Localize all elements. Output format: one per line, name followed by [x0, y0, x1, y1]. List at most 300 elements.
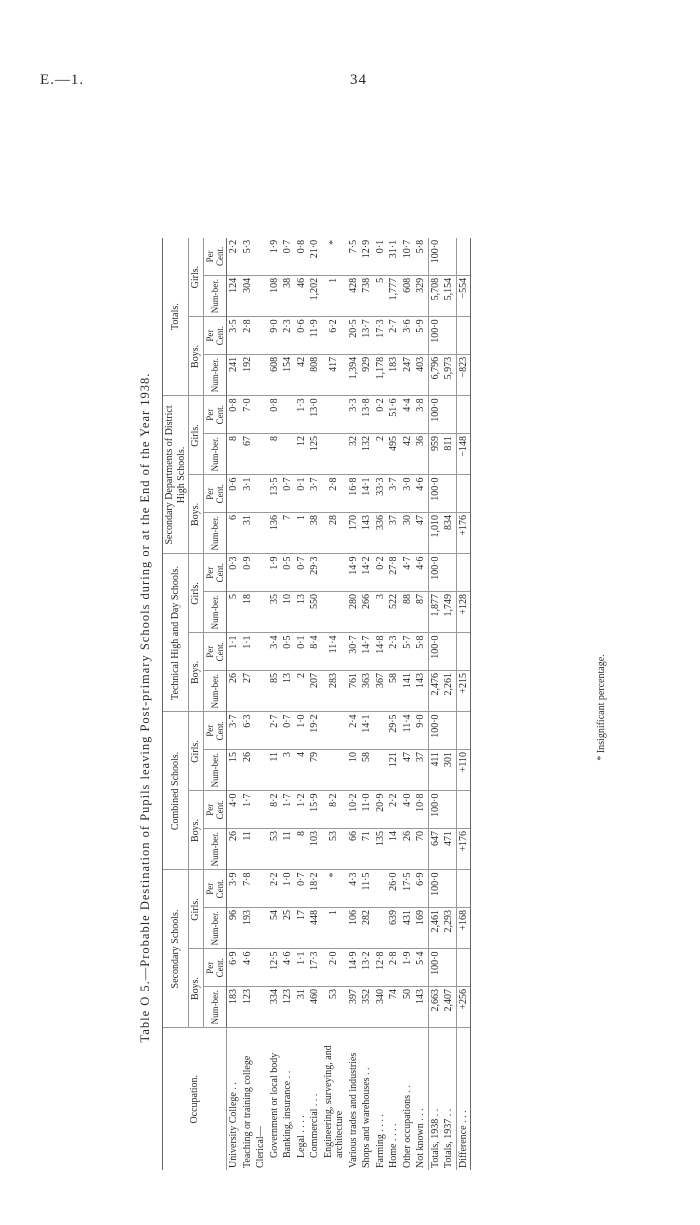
percent-cell: 3·7 [387, 475, 401, 513]
percent-cell: 5·8 [414, 238, 428, 276]
girls-header: Girls. [189, 238, 204, 317]
number-header: Num-ber. [203, 354, 227, 396]
number-cell: 1,777 [387, 275, 401, 317]
number-cell: 471 [442, 828, 456, 870]
occupation-cell: Other occupations . . [401, 1084, 413, 1168]
percent-cell: 100·0 [428, 870, 442, 908]
boys-header: Boys. [189, 317, 204, 396]
percent-cell: 1·9 [268, 238, 282, 276]
number-cell: 88 [401, 591, 415, 633]
number-cell: 6,796 [428, 354, 442, 396]
school-group-header: Secondary Schools. [163, 870, 189, 1028]
percent-cell: 29·5 [387, 712, 401, 750]
percent-cell: 7·0 [241, 396, 255, 434]
percent-cell: 3·4 [268, 633, 282, 671]
percent-cell: 1·7 [241, 791, 255, 829]
number-cell: 26 [241, 749, 255, 791]
percent-cell: 21·0 [308, 238, 322, 276]
number-cell: 46 [295, 275, 309, 317]
number-cell: 38 [281, 275, 295, 317]
percent-cell [254, 238, 268, 276]
number-cell: 495 [387, 433, 401, 475]
percent-cell [254, 633, 268, 671]
number-cell: +176 [456, 512, 471, 554]
footnote: * Insignificant percentage. [596, 654, 607, 761]
number-cell: 136 [268, 512, 282, 554]
number-cell: 14 [387, 828, 401, 870]
number-cell: 334 [268, 987, 282, 1029]
percent-cell: 0·7 [281, 475, 295, 513]
number-cell: 8 [227, 433, 241, 475]
number-cell: 367 [374, 670, 388, 712]
percent-cell [442, 949, 456, 987]
number-cell [322, 433, 347, 475]
number-cell: 7 [281, 512, 295, 554]
number-cell: 1,202 [308, 275, 322, 317]
occupation-cell: Farming . . . . [374, 1114, 386, 1168]
percent-cell: 2·8 [241, 317, 255, 355]
percent-cell: 6·9 [227, 949, 241, 987]
number-cell: 25 [281, 908, 295, 950]
percent-cell: 7·5 [347, 238, 361, 276]
school-group-header: Totals. [163, 238, 189, 396]
number-cell [322, 591, 347, 633]
percent-cell: 11·0 [360, 791, 374, 829]
percent-cell: 0·2 [374, 554, 388, 592]
number-cell: 26 [227, 828, 241, 870]
occupation-cell: Home . . . . [388, 1123, 400, 1168]
number-cell: 37 [414, 749, 428, 791]
number-cell: 304 [241, 275, 255, 317]
percent-cell: 0·7 [281, 238, 295, 276]
percent-cell [254, 554, 268, 592]
number-cell: 1,394 [347, 354, 361, 396]
number-cell [254, 591, 268, 633]
percent-cell: 1·1 [295, 949, 309, 987]
percent-cell [442, 870, 456, 908]
percent-cell: 17·3 [308, 949, 322, 987]
number-cell: 5,708 [428, 275, 442, 317]
percent-cell: 5·9 [414, 317, 428, 355]
percent-cell: 0·1 [295, 633, 309, 671]
number-cell [254, 828, 268, 870]
number-cell: 1,877 [428, 591, 442, 633]
number-cell: 42 [295, 354, 309, 396]
percent-header: Per Cent. [203, 791, 227, 829]
percent-cell: 0·8 [227, 396, 241, 434]
percent-header: Per Cent. [203, 949, 227, 987]
percent-cell [442, 238, 456, 276]
number-cell [254, 433, 268, 475]
percent-cell [281, 396, 295, 434]
percent-cell [374, 712, 388, 750]
number-cell: 647 [428, 828, 442, 870]
number-cell: 2 [374, 433, 388, 475]
percent-cell: 100·0 [428, 633, 442, 671]
number-cell: 403 [414, 354, 428, 396]
girls-header: Girls. [189, 870, 204, 949]
number-cell: 183 [227, 987, 241, 1029]
number-cell: 26 [401, 828, 415, 870]
percent-cell: 0·1 [374, 238, 388, 276]
number-cell: 3 [281, 749, 295, 791]
number-cell: 608 [401, 275, 415, 317]
number-cell: 522 [387, 591, 401, 633]
percent-cell: 7·8 [241, 870, 255, 908]
percent-cell: 100·0 [428, 475, 442, 513]
percent-cell [456, 870, 471, 908]
number-cell: 550 [308, 591, 322, 633]
number-cell: 183 [387, 354, 401, 396]
girls-header: Girls. [189, 396, 204, 475]
percent-cell: 13·8 [360, 396, 374, 434]
number-cell: 125 [308, 433, 322, 475]
percent-cell [322, 554, 347, 592]
number-cell: 3 [374, 591, 388, 633]
percent-cell: 14·1 [360, 475, 374, 513]
number-cell: 428 [347, 275, 361, 317]
percent-cell: 8·2 [268, 791, 282, 829]
number-cell: 301 [442, 749, 456, 791]
number-cell [254, 749, 268, 791]
percent-cell: 14·7 [360, 633, 374, 671]
number-cell [254, 908, 268, 950]
number-cell: 169 [414, 908, 428, 950]
number-cell: 35 [268, 591, 282, 633]
percent-cell [254, 317, 268, 355]
percent-cell: 2·0 [322, 949, 347, 987]
table-row [281, 238, 295, 1170]
number-cell: 417 [322, 354, 347, 396]
number-cell: 8 [268, 433, 282, 475]
occupation-cell: Engineering, surveying, and architecture [322, 1045, 346, 1158]
percent-cell: 26·0 [387, 870, 401, 908]
table-title: Table O 5.—Probable Destination of Pupils leaving Post-primary Schools during or at the End of the Year 1938. [138, 372, 152, 1043]
number-cell: +215 [456, 670, 471, 712]
percent-cell: 14·1 [360, 712, 374, 750]
number-cell [254, 670, 268, 712]
occupation-cell: Various trades and industries [347, 1052, 359, 1168]
percent-cell: 31·1 [387, 238, 401, 276]
number-cell: 50 [401, 987, 415, 1029]
percent-cell [442, 633, 456, 671]
number-cell: 2,261 [442, 670, 456, 712]
number-cell: 639 [387, 908, 401, 950]
occupation-cell: Government or local body [268, 1052, 280, 1158]
number-cell: 5,154 [442, 275, 456, 317]
occupation-cell: Shops and warehouses . . [361, 1067, 373, 1168]
number-cell: −823 [456, 354, 471, 396]
percent-cell: 2·4 [347, 712, 361, 750]
percent-cell: 13·5 [268, 475, 282, 513]
percent-cell: 2·2 [387, 791, 401, 829]
percent-header: Per Cent. [203, 396, 227, 434]
number-cell: 143 [360, 512, 374, 554]
number-cell: 363 [360, 670, 374, 712]
number-cell: 47 [401, 749, 415, 791]
percent-cell: 3·8 [414, 396, 428, 434]
number-cell: 5,973 [442, 354, 456, 396]
number-header: Num-ber. [203, 433, 227, 475]
percent-cell: 13·0 [308, 396, 322, 434]
percent-cell [456, 475, 471, 513]
percent-cell: 14·9 [347, 949, 361, 987]
percent-cell: 2·7 [268, 712, 282, 750]
percent-cell: 30·7 [347, 633, 361, 671]
girls-header: Girls. [189, 554, 204, 633]
percent-cell: 11·4 [401, 712, 415, 750]
number-cell: 143 [414, 670, 428, 712]
percent-cell: 3·7 [227, 712, 241, 750]
number-cell: +110 [456, 749, 471, 791]
number-cell: 2,407 [442, 987, 456, 1029]
number-cell [254, 512, 268, 554]
number-cell: 106 [347, 908, 361, 950]
percent-cell [374, 870, 388, 908]
boys-header: Boys. [189, 633, 204, 712]
percent-cell: 10·7 [401, 238, 415, 276]
percent-cell: 2·2 [227, 238, 241, 276]
number-cell: 608 [268, 354, 282, 396]
percent-cell: 14·2 [360, 554, 374, 592]
number-cell: 67 [241, 433, 255, 475]
percent-cell: 100·0 [428, 791, 442, 829]
percent-cell: 14·8 [374, 633, 388, 671]
number-cell [254, 275, 268, 317]
number-cell: 32 [347, 433, 361, 475]
percent-cell: 5·7 [401, 633, 415, 671]
percent-cell: 20·9 [374, 791, 388, 829]
occupation-cell: Difference . . . [456, 1028, 471, 1170]
number-cell: 397 [347, 987, 361, 1029]
percent-cell: 13·2 [360, 949, 374, 987]
number-cell: 54 [268, 908, 282, 950]
boys-header: Boys. [189, 949, 204, 1028]
percent-cell [254, 870, 268, 908]
percent-cell: 20·5 [347, 317, 361, 355]
number-cell: 135 [374, 828, 388, 870]
number-cell: 411 [428, 749, 442, 791]
table-row [442, 238, 456, 1170]
number-cell: 42 [401, 433, 415, 475]
table-row [401, 238, 415, 1170]
number-cell: 1 [295, 512, 309, 554]
percent-cell: 3·9 [227, 870, 241, 908]
percent-cell: 11·5 [360, 870, 374, 908]
number-cell [254, 987, 268, 1029]
percent-header: Per Cent. [203, 238, 227, 276]
page-number: 34 [350, 72, 367, 88]
percent-cell: 4·6 [414, 475, 428, 513]
percent-cell: 1·1 [227, 633, 241, 671]
number-cell: 352 [360, 987, 374, 1029]
table-row [347, 238, 361, 1170]
percent-cell: 9·0 [414, 712, 428, 750]
number-cell: 2,476 [428, 670, 442, 712]
number-cell: 11 [241, 828, 255, 870]
percent-cell: 11·4 [322, 633, 347, 671]
number-cell: +168 [456, 908, 471, 950]
number-cell: 26 [227, 670, 241, 712]
percent-cell: 8·2 [322, 791, 347, 829]
percent-header: Per Cent. [203, 712, 227, 750]
percent-cell: 0·2 [374, 396, 388, 434]
number-cell: 17 [295, 908, 309, 950]
number-cell: 448 [308, 908, 322, 950]
number-cell: 241 [227, 354, 241, 396]
percent-cell [456, 396, 471, 434]
number-cell: 1,178 [374, 354, 388, 396]
percent-cell: 4·6 [281, 949, 295, 987]
number-header: Num-ber. [203, 908, 227, 950]
percent-cell [442, 475, 456, 513]
percent-cell [456, 238, 471, 276]
percent-cell: 3·6 [401, 317, 415, 355]
percent-cell: 1·9 [401, 949, 415, 987]
number-cell: 132 [360, 433, 374, 475]
percent-cell: 10·2 [347, 791, 361, 829]
table-row [360, 238, 374, 1170]
table-row [374, 238, 388, 1170]
percent-cell: 100·0 [428, 949, 442, 987]
percent-cell: 0·1 [295, 475, 309, 513]
percent-cell: 18·2 [308, 870, 322, 908]
number-cell: 170 [347, 512, 361, 554]
table-row [456, 238, 471, 1170]
percent-cell: 6·2 [322, 317, 347, 355]
percent-cell: * [322, 238, 347, 276]
percent-cell: 10·8 [414, 791, 428, 829]
percent-cell [254, 949, 268, 987]
number-cell: 47 [414, 512, 428, 554]
percent-cell: 3·3 [347, 396, 361, 434]
number-cell: 13 [295, 591, 309, 633]
percent-header: Per Cent. [203, 317, 227, 355]
number-cell: 431 [401, 908, 415, 950]
number-header: Num-ber. [203, 591, 227, 633]
number-cell: 58 [387, 670, 401, 712]
number-cell: 38 [308, 512, 322, 554]
number-cell: 141 [401, 670, 415, 712]
percent-cell: 6·3 [241, 712, 255, 750]
number-cell: 58 [360, 749, 374, 791]
percent-cell: 2·2 [268, 870, 282, 908]
percent-cell: 51·6 [387, 396, 401, 434]
percent-cell: 4·6 [414, 554, 428, 592]
number-cell: 27 [241, 670, 255, 712]
percent-cell: 0·7 [295, 554, 309, 592]
percent-cell: 19·2 [308, 712, 322, 750]
number-cell: 8 [295, 828, 309, 870]
percent-cell: 100·0 [428, 712, 442, 750]
occupation-cell: University College . . [228, 1082, 240, 1168]
percent-cell [456, 712, 471, 750]
number-cell: 329 [414, 275, 428, 317]
percent-cell [456, 554, 471, 592]
number-cell: 266 [360, 591, 374, 633]
number-cell: 193 [241, 908, 255, 950]
number-cell: 460 [308, 987, 322, 1029]
percent-cell: 4·3 [347, 870, 361, 908]
number-cell: 30 [401, 512, 415, 554]
number-cell: 761 [347, 670, 361, 712]
percent-header: Per Cent. [203, 870, 227, 908]
percent-cell: 2·7 [387, 317, 401, 355]
percent-cell: 2·3 [281, 317, 295, 355]
percent-cell: 0·5 [281, 554, 295, 592]
percent-cell: 0·7 [295, 870, 309, 908]
percent-cell: 4·0 [227, 791, 241, 829]
percent-cell: 4·0 [401, 791, 415, 829]
number-cell: 66 [347, 828, 361, 870]
number-cell: 123 [241, 987, 255, 1029]
number-cell: 121 [387, 749, 401, 791]
percent-cell [456, 633, 471, 671]
number-cell: 79 [308, 749, 322, 791]
number-cell: 283 [322, 670, 347, 712]
number-cell: 96 [227, 908, 241, 950]
percent-cell: 11·9 [308, 317, 322, 355]
table-row [254, 238, 268, 1170]
number-cell: 1 [322, 908, 347, 950]
girls-header: Girls. [189, 712, 204, 791]
percent-cell: 5·8 [414, 633, 428, 671]
number-cell: 1,749 [442, 591, 456, 633]
number-cell: 31 [295, 987, 309, 1029]
percent-cell: 1·2 [295, 791, 309, 829]
number-cell: 1,010 [428, 512, 442, 554]
number-cell: 12 [295, 433, 309, 475]
number-cell: 929 [360, 354, 374, 396]
percent-cell: 1·3 [295, 396, 309, 434]
percent-cell: 2·3 [387, 633, 401, 671]
percent-cell: 1·9 [268, 554, 282, 592]
number-cell: 2,663 [428, 987, 442, 1029]
occupation-header: Occupation. [163, 1028, 227, 1170]
percent-cell: 1·1 [241, 633, 255, 671]
percent-cell [442, 791, 456, 829]
percent-cell: 13·7 [360, 317, 374, 355]
percent-cell: 6·9 [414, 870, 428, 908]
occupation-cell: Not known . . . [415, 1108, 427, 1168]
number-cell: 11 [281, 828, 295, 870]
number-cell: +176 [456, 828, 471, 870]
number-cell: 28 [322, 512, 347, 554]
boys-header: Boys. [189, 475, 204, 554]
occupation-cell: Commercial . . . [309, 1093, 321, 1158]
number-cell: 85 [268, 670, 282, 712]
percent-cell: 2·8 [387, 949, 401, 987]
number-cell: 53 [322, 987, 347, 1029]
percent-cell: 0·5 [281, 633, 295, 671]
number-cell: −554 [456, 275, 471, 317]
percent-cell: 12·5 [268, 949, 282, 987]
percent-cell [442, 712, 456, 750]
percent-cell [442, 554, 456, 592]
occupation-cell: Clerical— [255, 1126, 267, 1168]
number-cell: 74 [387, 987, 401, 1029]
table-row [414, 238, 428, 1170]
number-cell: 2,461 [428, 908, 442, 950]
table-header [163, 238, 227, 1170]
percent-cell: 4·4 [401, 396, 415, 434]
number-header: Num-ber. [203, 987, 227, 1029]
percent-cell: 0·7 [281, 712, 295, 750]
number-header: Num-ber. [203, 670, 227, 712]
percent-cell: 0·6 [295, 317, 309, 355]
percent-cell: 14·9 [347, 554, 361, 592]
percent-cell: 100·0 [428, 317, 442, 355]
